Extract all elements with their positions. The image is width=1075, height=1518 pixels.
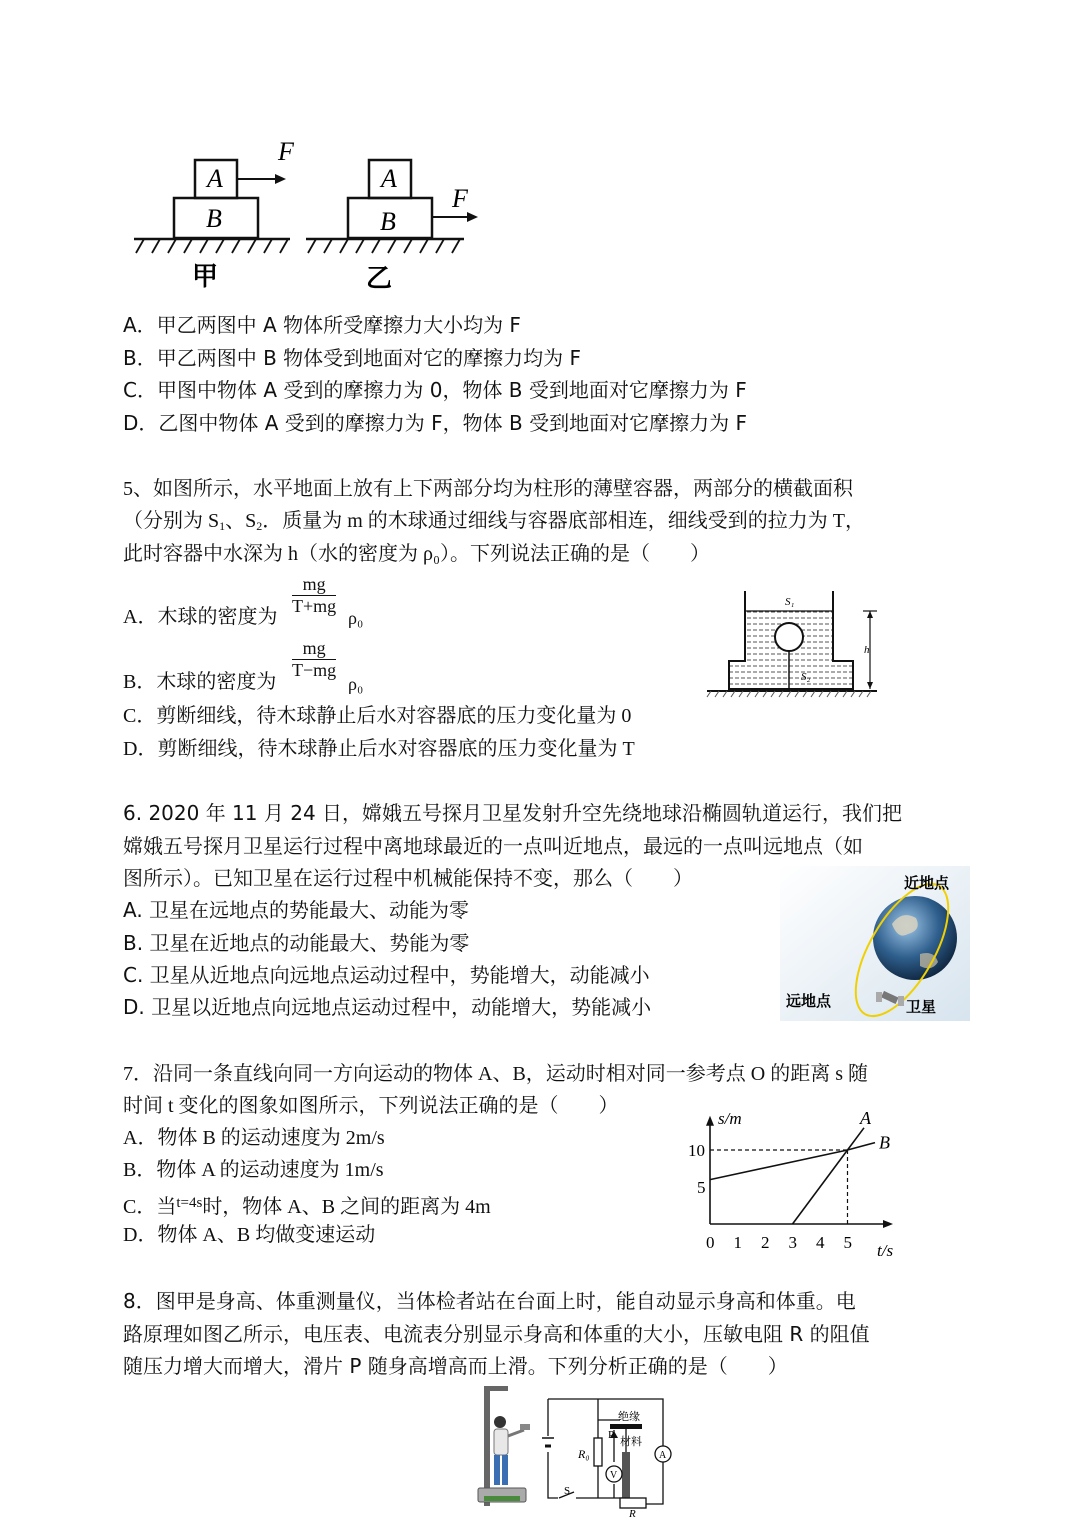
person-head xyxy=(494,1416,506,1428)
label-h: h xyxy=(864,644,870,656)
q5-stem-2a: （分别为 S xyxy=(123,510,220,532)
series-label-b: B xyxy=(879,1132,890,1153)
q8-instrument-figure xyxy=(470,1384,540,1514)
q5-stem-1: 5、如图所示，水平地面上放有上下两部分均为柱形的薄壁容器，两部分的横截面积 xyxy=(123,478,853,500)
label-voltmeter: V xyxy=(610,1470,618,1481)
caption-yi: 乙 xyxy=(366,264,393,293)
label-satellite: 卫星 xyxy=(906,1000,937,1016)
label-f-jia: F xyxy=(278,137,294,166)
x-axis-label: t/s xyxy=(877,1241,894,1260)
q7-option-c-t: t=4s xyxy=(176,1195,203,1211)
q6-stem-3: 图所示）。已知卫星在运行过程中机械能保持不变，那么（ ） xyxy=(123,866,693,890)
q8-circuit-figure xyxy=(538,1394,683,1518)
q7-st-chart xyxy=(680,1094,940,1262)
y-axis-label: s/m xyxy=(718,1108,742,1128)
q7-option-c-1: C．当 xyxy=(123,1196,177,1218)
q5-stem-2b: 、S xyxy=(225,510,257,532)
q7-stem-2: 时间 t 变化的图象如图所示，下列说法正确的是（ ） xyxy=(123,1095,619,1117)
q5-option-b-denominator: T−mg xyxy=(292,660,337,680)
q5-stem-2 xyxy=(123,505,865,542)
label-near-point: 近地点 xyxy=(904,876,950,892)
x-tick-label: 4 xyxy=(816,1233,825,1252)
label-ammeter: A xyxy=(659,1450,667,1461)
q6-stem-2: 嫦娥五号探月卫星运行过程中离地球最近的一点叫近地点，最远的一点叫远地点（如 xyxy=(123,834,863,858)
label-a-jia: A xyxy=(207,164,223,193)
q5-option-b-prefix: B．木球的密度为 xyxy=(123,671,277,693)
label-s2: S₂ xyxy=(801,671,811,683)
x-tick-label: 3 xyxy=(788,1233,797,1252)
series-line-a xyxy=(793,1128,865,1224)
resistor-r xyxy=(620,1498,646,1508)
q7-option-c-2: 时，物体 A、B 之间的距离为 4m xyxy=(202,1196,491,1218)
x-tick-label: 1 xyxy=(733,1233,742,1252)
q8-stem-3: 随压力增大而增大，滑片 P 随身高增高而上滑。下列分析正确的是（ ） xyxy=(123,1354,788,1378)
y-tick-label: 5 xyxy=(697,1178,706,1197)
q5-option-a-fraction xyxy=(292,574,336,617)
series-line-b xyxy=(710,1143,875,1180)
q8-stem-2: 路原理如图乙所示，电压表、电流表分别显示身高和体重的大小，压敏电阻 R 的阻值 xyxy=(123,1322,870,1346)
q5-option-b-fraction xyxy=(292,638,336,681)
q6-option-b: B. 卫星在近地点的动能最大、势能为零 xyxy=(123,931,470,955)
q5-option-c: C．剪断细线，待木球静止后水对容器底的压力变化量为 0 xyxy=(123,705,632,727)
label-r0: R₀ xyxy=(578,1447,590,1461)
q5-option-a-suffix: ρ₀ xyxy=(348,608,364,628)
chart-ticks xyxy=(688,1141,852,1252)
q7-option-c xyxy=(123,1187,491,1223)
earth xyxy=(873,896,957,980)
q5-container-figure xyxy=(705,585,885,705)
q5-option-b-suffix: ρ₀ xyxy=(348,674,364,694)
chart-guides xyxy=(710,1150,848,1224)
q7-stem-1: 7．沿同一条直线向同一方向运动的物体 A、B，运动时相对同一参考点 O 的距离 s 随 xyxy=(123,1063,869,1085)
label-far-point: 远地点 xyxy=(786,994,832,1010)
q7-option-b: B．物体 A 的运动速度为 1m/s xyxy=(123,1159,384,1181)
q5-sub-2: 2 xyxy=(256,519,263,533)
label-r: R xyxy=(629,1508,636,1518)
q6-option-a: A. 卫星在远地点的势能最大、动能为零 xyxy=(123,898,470,922)
q8-stem-1: 8．图甲是身高、体重测量仪，当体检者站在台面上时，能自动显示身高和体重。电 xyxy=(123,1289,856,1313)
q5-option-d: D．剪断细线，待木球静止后水对容器底的压力变化量为 T xyxy=(123,738,635,760)
q4-option-d: D．乙图中物体 A 受到的摩擦力为 F，物体 B 受到地面对它摩擦力为 F xyxy=(123,411,747,435)
q7-option-d: D．物体 A、B 均做变速运动 xyxy=(123,1224,376,1246)
q7-option-a: A．物体 B 的运动速度为 2m/s xyxy=(123,1127,385,1149)
q4-option-a: A．甲乙两图中 A 物体所受摩擦力大小均为 F xyxy=(123,313,521,337)
label-a-yi: A xyxy=(381,164,397,193)
label-b-jia: B xyxy=(206,204,222,233)
x-tick-label: 2 xyxy=(761,1233,770,1252)
q5-option-b-numerator: mg xyxy=(302,638,326,658)
q5-stem-3: 此时容器中水深为 h（水的密度为 ρ₀）。下列说法正确的是（ ） xyxy=(123,543,710,565)
wooden-ball xyxy=(775,623,803,651)
label-s1: S₁ xyxy=(785,596,795,608)
y-axis-arrow xyxy=(706,1116,714,1126)
x-axis-arrow xyxy=(883,1220,893,1228)
q5-option-a-numerator: mg xyxy=(302,574,326,594)
insulating-bar xyxy=(610,1424,642,1429)
x-tick-label: 5 xyxy=(843,1233,852,1252)
y-tick-label: 10 xyxy=(688,1141,705,1160)
q5-stem-2c: ．质量为 m 的木球通过细线与容器底部相连，细线受到的拉力为 T， xyxy=(262,510,866,532)
label-switch: S xyxy=(564,1485,571,1497)
q5-option-a-prefix: A．木球的密度为 xyxy=(123,606,278,628)
q6-option-d: D. 卫星以近地点向远地点运动过程中，动能增大，势能减小 xyxy=(123,995,652,1019)
label-insulating-1: 绝缘 xyxy=(618,1410,640,1423)
q6-option-c: C. 卫星从近地点向远地点运动过程中，势能增大，动能减小 xyxy=(123,963,650,987)
q5-option-a-denominator: T+mg xyxy=(292,596,337,616)
q5-sub-1: 1 xyxy=(219,519,226,533)
x-tick-label: 0 xyxy=(706,1233,715,1252)
q4-figure xyxy=(130,135,500,295)
q6-orbit-figure xyxy=(780,866,970,1021)
q4-option-c: C．甲图中物体 A 受到的摩擦力为 0，物体 B 受到地面对它摩擦力为 F xyxy=(123,378,747,402)
label-insulating-2: 材料 xyxy=(620,1435,642,1448)
q6-stem-1: 6. 2020 年 11 月 24 日，嫦娥五号探月卫星发射升空先绕地球沿椭圆轨道运行，我们把 xyxy=(123,801,903,825)
caption-jia: 甲 xyxy=(192,262,219,291)
label-f-yi: F xyxy=(452,184,468,213)
series-label-a: A xyxy=(860,1107,871,1128)
label-p: P xyxy=(608,1429,615,1441)
pressure-plate xyxy=(622,1452,630,1498)
resistor-r0 xyxy=(594,1438,602,1466)
label-b-yi: B xyxy=(380,207,396,236)
q4-option-b: B．甲乙两图中 B 物体受到地面对它的摩擦力均为 F xyxy=(123,346,582,370)
